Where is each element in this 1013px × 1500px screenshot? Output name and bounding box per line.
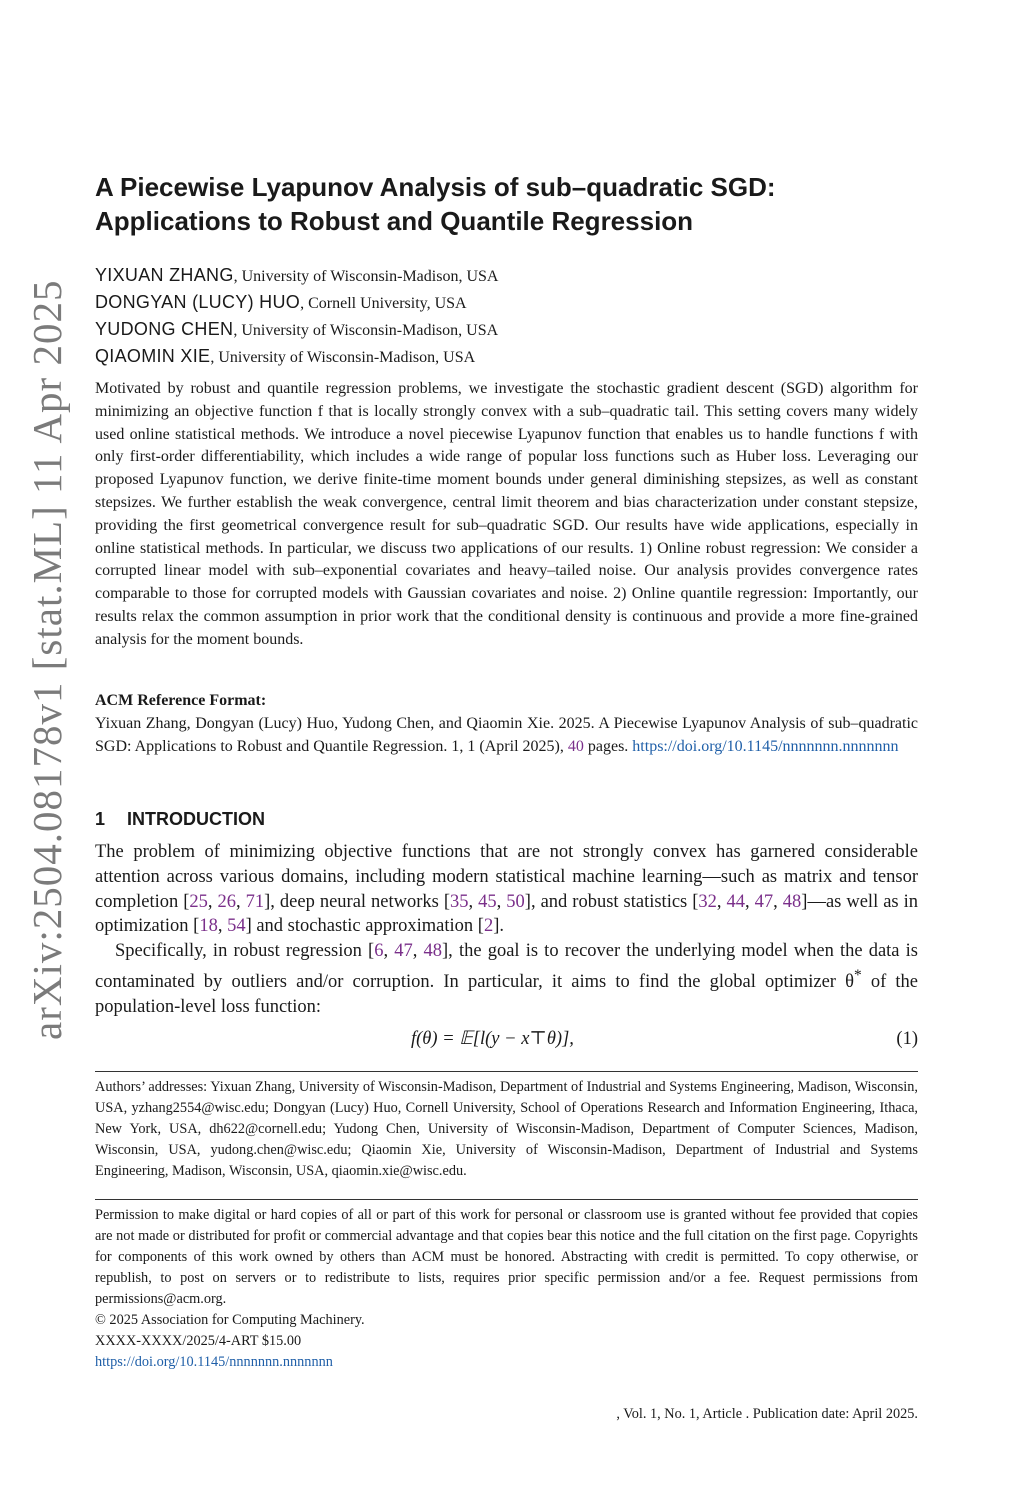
author-affiliation: , University of Wisconsin-Madison, USA [233,268,499,285]
permission-notice [95,1205,918,1373]
author-entry [95,262,918,289]
author-name: YIXUAN ZHANG [95,265,234,285]
citation-link[interactable]: 2 [483,916,494,937]
arxiv-identifier-stamp: arXiv:2504.08178v1 [stat.ML] 11 Apr 2025 [24,279,70,1040]
intro-text: of the population-level loss function: [95,972,918,1017]
citation-link[interactable]: 47 [754,891,774,912]
section-number: 1 [95,809,106,829]
citation-link[interactable]: 50 [506,891,525,912]
citation-link[interactable]: 48 [423,941,443,962]
citation-link[interactable]: 45 [478,891,497,912]
intro-text: ] and stochastic approximation [ [245,916,484,937]
citation-link[interactable]: 54 [227,916,246,937]
author-entry [95,316,918,343]
publication-footer: , Vol. 1, No. 1, Article . Publication date: April 2025. [616,1406,918,1422]
permission-divider [95,1199,918,1200]
intro-text: ], the goal is to recover the underlying model when the data is contaminated by outliers and/or corruption. In particular, it aims to find the global optimizer θ [95,941,919,993]
citation-link[interactable]: 71 [245,891,265,912]
section-title: INTRODUCTION [127,809,265,829]
doi-link-footer[interactable]: https://doi.org/10.1145/nnnnnnn.nnnnnnn [95,1354,333,1370]
intro-text: ]. [493,916,504,937]
acm-reference-pages-suffix: pages. [583,738,633,755]
intro-text: ], deep neural networks [ [264,891,451,912]
citation-link[interactable]: 47 [394,941,413,962]
footnote-divider [95,1071,918,1072]
citation-link[interactable]: 6 [374,941,384,962]
optimizer-star: * [853,966,862,984]
author-addresses: Authors’ addresses: Yixuan Zhang, University of Wisconsin-Madison, Department of Industrial and Systems Engineering, Madison, Wisconsin, USA, yzhang2554@wisc.edu; Dongyan (Lucy) Huo, Cornell University, School of Operations Research and Information Engineering, Ithaca, New York, USA, dh622@cornell.edu; Yudong Chen, University of Wisconsin-Madison, Department of Computer Sciences, Madison, Wisconsin, USA, yudong.chen@wisc.edu; Qiaomin Xie, University of Wisconsin-Madison, Department of Industrial and Systems Engineering, Madison, Wisconsin, USA, qiaomin.xie@wisc.edu. [95,1079,918,1179]
doi-link[interactable]: https://doi.org/10.1145/nnnnnnn.nnnnnnn [632,738,899,755]
abstract: Motivated by robust and quantile regression problems, we investigate the stochastic gradient descent (SGD) algorithm for minimizing an objective function f that is locally strongly convex with a sub–quadratic tail. This setting covers many widely used online statistical methods. We introduce a novel piecewise Lyapunov function that enables us to handle functions f with only first-order differentiability, which includes a wide range of popular loss functions such as Huber loss. Leveraging our proposed Lyapunov function, we derive finite-time moment bounds under general diminishing stepsizes, as well as constant stepsizes. We further establish the weak convergence, central limit theorem and bias characterization under constant stepsize, providing the first geometrical convergence result for sub–quadratic SGD. Our results have wide applications, especially in online statistical methods. In particular, we discuss two applications of our results. 1) Online robust regression: We consider a corrupted linear model with sub–exponential covariates and heavy–tailed noise. Our analysis provides convergence rates comparable to those for corrupted models with Gaussian covariates and noise. 2) Online quantile regression: Importantly, our results relax the common assumption in prior work that the conditional density is continuous and provide a more fine-grained analysis for the moment bounds. [95,380,918,648]
author-affiliation: , University of Wisconsin-Madison, USA [210,349,476,366]
author-name: DONGYAN (LUCY) HUO [95,292,301,312]
title-line-2: Applications to Robust and Quantile Regression [95,206,694,236]
intro-text: ], and robust statistics [ [524,891,699,912]
copyright-line: © 2025 Association for Computing Machinery. [95,1312,365,1328]
author-affiliation: , University of Wisconsin-Madison, USA [233,322,499,339]
author-name: YUDONG CHEN [95,319,234,339]
citation-link[interactable]: 32 [698,891,717,912]
acm-reference-heading: ACM Reference Format: [95,692,267,709]
intro-text: ]—as well as in optimization [ [95,891,919,937]
citation-link[interactable]: 25 [189,891,208,912]
equation-1 [95,1026,918,1052]
intro-paragraph: Specifically, in robust regression [6, 47, 48], the goal is to recover the underlying model when the data is contaminated by outliers and/or corruption. In particular, it aims to find the global optimizer θ* of the population-level loss function: [95,941,919,1017]
permission-text: Permission to make digital or hard copies of all or part of this work for personal or classroom use is granted without fee provided that copies are not made or distributed for profit or commercial advantage and that copies bear this notice and the full citation on the first page. Copyrights for components of this work owned by others than ACM must be honored. Abstracting with credit is permitted. To copy otherwise, or republish, to post on servers or to redistribute to lists, requires prior specific permission and/or a fee. Request permissions from permissions@acm.org. [95,1207,918,1307]
page-count-link[interactable]: 40 [567,738,584,755]
section-heading [95,807,918,831]
author-list [95,262,918,370]
author-name: QIAOMIN XIE [95,346,211,366]
author-entry [95,289,918,316]
citation-link[interactable]: 18 [199,916,218,937]
intro-text: The problem of minimizing objective functions that are not strongly convex has garnered considerable attention across various domains, including modern statistical machine learning—such as matrix and tensor completion [ [95,842,918,912]
article-code: XXXX-XXXX/2025/4-ART $15.00 [95,1333,302,1349]
citation-link[interactable]: 26 [217,891,237,912]
citation-link[interactable]: 48 [782,891,802,912]
paper-title [95,170,918,238]
introduction-body [95,840,918,1020]
intro-text: Specifically, in robust regression [ [115,941,375,962]
author-entry [95,343,918,370]
equation-number: (1) [896,1029,918,1049]
citation-link[interactable]: 44 [726,891,746,912]
title-line-1: A Piecewise Lyapunov Analysis of sub–quadratic SGD: [95,172,776,202]
intro-paragraph: The problem of minimizing objective functions that are not strongly convex has garnered considerable attention across various domains, including modern statistical machine learning—such as matrix and tensor completion [25, 26, 71], deep neural networks [35, 45, 50], and robust statistics [32, 44, 47, 48]—as well as in optimization [18, 54] and stochastic approximation [2]. [95,842,919,937]
citation-link[interactable]: 35 [450,891,469,912]
equation-body: f(θ) = 𝔼[l(y − x⊤θ)], [411,1029,574,1049]
author-affiliation: , Cornell University, USA [300,295,467,312]
acm-reference-text [95,712,918,758]
acm-reference-body: Yixuan Zhang, Dongyan (Lucy) Huo, Yudong Chen, and Qiaomin Xie. 2025. A Piecewise Lyapunov Analysis of sub–quadratic SGD: Applications to Robust and Quantile Regression. 1, 1 (April 2025), [95,715,918,755]
